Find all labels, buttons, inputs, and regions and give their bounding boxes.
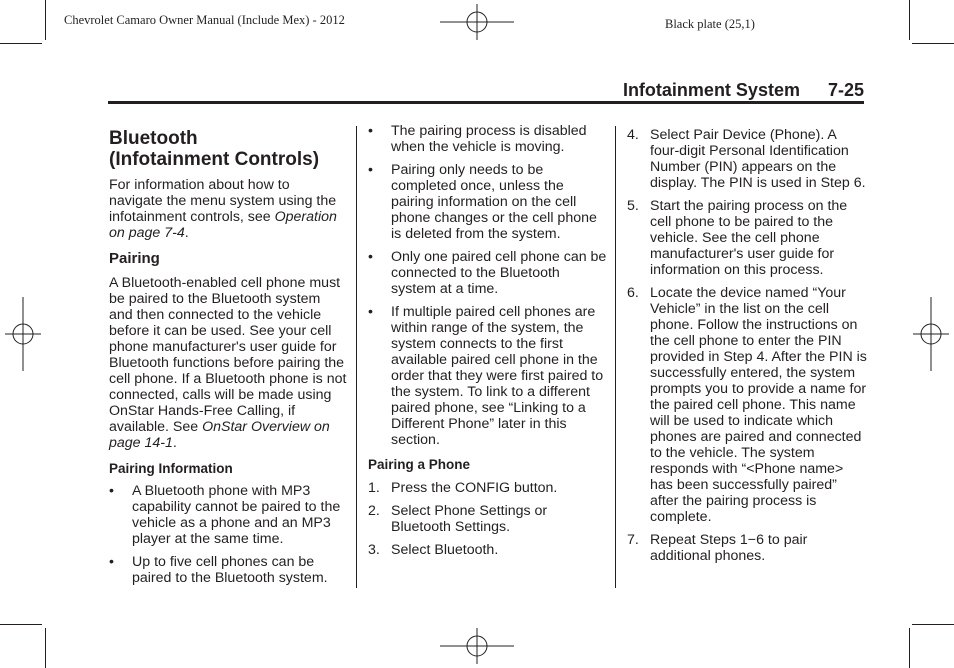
step-number: 6. — [627, 285, 639, 301]
pairing-a-phone-heading: Pairing a Phone — [368, 457, 471, 472]
bullet-icon: • — [368, 123, 373, 139]
step-item — [627, 198, 867, 278]
pairing-cross-reference: OnStar Overview on page 14-1 — [109, 419, 330, 451]
step-text: Locate the device named “Your Vehicle” in the list on the cell phone. Follow the instructions on the cell phone to enter the PIN provided in Step 4. After the PIN is successfully entered, the system prompts you to provide a name for the paired cell phone. This name will be used to indicate which phones are paired and connected to the vehicle. The system responds with “<Phone name> has been successfully paired” after the pairing process is complete. — [650, 285, 867, 525]
step-text: Repeat Steps 1−6 to pair additional phones. — [650, 532, 808, 564]
column-3 — [627, 127, 867, 564]
title-line-2: (Infotainment Controls) — [109, 149, 320, 170]
bullet-icon: • — [368, 304, 373, 320]
step-number: 7. — [627, 532, 639, 548]
step-item — [627, 285, 867, 525]
registration-mark-icon — [5, 297, 41, 371]
registration-mark-icon — [913, 297, 949, 371]
step-item — [627, 127, 867, 191]
crop-mark — [0, 43, 42, 44]
list-item — [368, 123, 608, 155]
list-item-text: If multiple paired cell phones are within range of the system, the system connects to the first available paired cell phone in the order that they were first paired to the system. To link to a different paired phone, see “Linking to a Different Phone” later in this section. — [391, 304, 604, 448]
bullet-icon: • — [109, 554, 114, 570]
list-item-text: Pairing only needs to be completed once, unless the pairing information on the cell phone changes or the cell phone is deleted from the system. — [391, 162, 597, 242]
registration-mark-icon — [440, 628, 514, 664]
registration-mark-icon — [440, 4, 514, 40]
crop-mark — [912, 624, 954, 625]
pairing-paragraph — [109, 275, 347, 451]
list-item — [368, 304, 608, 448]
pairing-period: . — [172, 435, 177, 451]
list-item-text: Up to five cell phones can be paired to the Bluetooth system. — [132, 554, 328, 586]
step-text: Select Pair Device (Phone). A four-digit Personal Identification Number (PIN) appears on the display. The PIN is used in Step 6. — [650, 127, 866, 191]
crop-mark — [0, 624, 42, 625]
step-number: 1. — [368, 480, 380, 496]
step-item — [368, 542, 608, 558]
column-2 — [368, 123, 608, 558]
section-title: Infotainment System — [622, 80, 800, 100]
crop-mark — [912, 43, 954, 44]
page-number: 7-25 — [827, 80, 864, 100]
step-item — [368, 503, 608, 535]
step-number: 4. — [627, 127, 639, 143]
step-text: Press the CONFIG button. — [391, 480, 558, 496]
running-head — [623, 80, 864, 101]
list-item — [368, 249, 608, 297]
step-number: 2. — [368, 503, 380, 519]
list-item-text: Only one paired cell phone can be connected to the Bluetooth system at a time. — [391, 249, 607, 297]
crop-mark — [909, 0, 910, 40]
step-item — [627, 532, 867, 564]
intro-text: For information about how to navigate the menu system using the infotainment controls, see — [109, 177, 337, 225]
manual-title: Chevrolet Camaro Owner Manual (Include Mex) - 2012 — [64, 13, 345, 27]
crop-mark — [45, 628, 46, 668]
step-number: 3. — [368, 542, 380, 558]
bullet-icon: • — [368, 249, 373, 265]
list-item — [109, 483, 347, 547]
step-text: Select Phone Settings or Bluetooth Settings. — [391, 503, 548, 535]
column-divider — [356, 126, 357, 588]
pairing-text: A Bluetooth-enabled cell phone must be paired to the Bluetooth system and then connected to the vehicle before it can be used. See your cell phone manufacturer's user guide for Bluetooth functions before pairing the cell phone. If a Bluetooth phone is not connected, calls will be made using OnStar Hands-Free Calling, if available. See — [109, 275, 347, 435]
intro-cross-reference: Operation on page 7-4 — [109, 209, 337, 241]
step-item — [368, 480, 608, 496]
step-number: 5. — [627, 198, 639, 214]
title-line-1: Bluetooth — [109, 128, 198, 149]
list-item — [109, 554, 347, 586]
plate-label: Black plate (25,1) — [665, 17, 755, 31]
step-text: Select Bluetooth. — [391, 542, 499, 558]
list-item-text: A Bluetooth phone with MP3 capability cannot be paired to the vehicle as a phone and an MP3 player at the same time. — [132, 483, 341, 547]
header-rule — [108, 101, 864, 104]
bullet-icon: • — [109, 483, 114, 499]
column-1 — [109, 128, 347, 586]
pairing-information-heading: Pairing Information — [109, 461, 233, 476]
step-text: Start the pairing process on the cell phone to be paired to the vehicle. See the cell phone manufacturer's user guide for information on this process. — [650, 198, 848, 278]
intro-paragraph — [109, 177, 347, 241]
bullet-icon: • — [368, 162, 373, 178]
intro-period: . — [184, 225, 189, 241]
pairing-heading: Pairing — [109, 250, 160, 267]
list-item-text: The pairing process is disabled when the vehicle is moving. — [391, 123, 587, 155]
crop-mark — [909, 628, 910, 668]
crop-mark — [45, 0, 46, 40]
list-item — [368, 162, 608, 242]
page-title — [109, 128, 347, 170]
column-divider — [615, 126, 616, 588]
